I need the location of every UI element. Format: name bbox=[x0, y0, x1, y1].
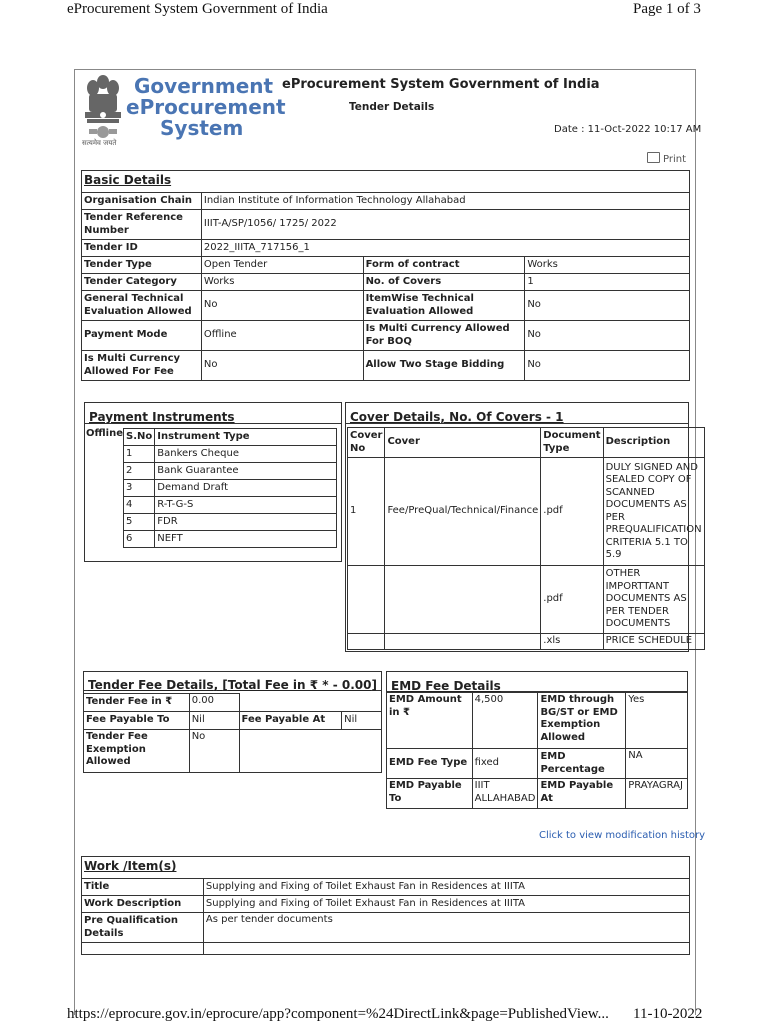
fee-value: 0.00 bbox=[189, 694, 239, 712]
tender-fee-section bbox=[83, 671, 382, 773]
instrument-table bbox=[123, 428, 337, 548]
fee-payable-to-value: Nil bbox=[189, 712, 239, 730]
multi-currency-fee-label: Is Multi Currency Allowed For Fee bbox=[82, 351, 202, 381]
ite-value: No bbox=[525, 291, 690, 321]
emd-fee-table bbox=[386, 692, 688, 809]
portal-logo-text bbox=[126, 76, 286, 139]
emd-bg-label: EMD through BG/ST or EMD Exemption Allowed bbox=[538, 693, 626, 749]
tender-fee-table bbox=[83, 693, 382, 773]
page-title: eProcurement System Government of India bbox=[282, 77, 600, 92]
covers-value: 1 bbox=[525, 274, 690, 291]
logo-line-3: System bbox=[160, 116, 244, 140]
description-header: Description bbox=[603, 428, 704, 458]
doc-description: PRICE SCHEDULE bbox=[603, 634, 704, 650]
fee-exemption-label: Tender Fee Exemption Allowed bbox=[84, 730, 190, 773]
fee-payable-at-label: Fee Payable At bbox=[239, 712, 342, 730]
instrument-type: NEFT bbox=[155, 531, 337, 548]
emd-percentage-value: NA bbox=[626, 749, 688, 779]
prequalification-value: As per tender documents bbox=[203, 913, 689, 943]
emd-type-value: fixed bbox=[472, 749, 538, 779]
gte-value: No bbox=[201, 291, 363, 321]
doc-type: .pdf bbox=[541, 458, 603, 566]
page-url: https://eprocure.gov.in/eprocure/app?component=%24DirectLink&page=PublishedView... bbox=[67, 1006, 609, 1022]
print-date: 11-10-2022 bbox=[633, 1006, 703, 1022]
doc-type: .pdf bbox=[541, 566, 603, 634]
ref-label: Tender Reference Number bbox=[82, 210, 202, 240]
tender-id-value: 2022_IIITA_717156_1 bbox=[201, 240, 689, 257]
prequalification-label: Pre Qualification Details bbox=[82, 913, 204, 943]
work-items-section bbox=[81, 856, 690, 955]
cover-header: Cover bbox=[385, 428, 541, 458]
ref-value: IIIT-A/SP/1056/ 1725/ 2022 bbox=[201, 210, 689, 240]
emd-percentage-label: EMD Percentage bbox=[538, 749, 626, 779]
sno-header: S.No bbox=[124, 429, 155, 446]
work-description-label: Work Description bbox=[82, 896, 204, 913]
work-items-title: Work /Item(s) bbox=[84, 859, 177, 874]
multi-currency-boq-value: No bbox=[525, 321, 690, 351]
emblem-motto: सत्यमेव जयते bbox=[82, 139, 117, 147]
page-number: Page 1 of 3 bbox=[633, 1, 701, 17]
logo-line-2: eProcurement bbox=[126, 95, 286, 119]
tender-fee-title: Tender Fee Details, [Total Fee in ₹ * - 0.00] bbox=[88, 678, 377, 692]
multi-currency-fee-value: No bbox=[201, 351, 363, 381]
cover-details-section bbox=[345, 402, 702, 652]
form-value: Works bbox=[525, 257, 690, 274]
payment-instruments-section bbox=[84, 402, 342, 562]
printer-icon bbox=[647, 152, 660, 163]
fee-payable-to-label: Fee Payable To bbox=[84, 712, 190, 730]
doc-type: .xls bbox=[541, 634, 603, 650]
org-label: Organisation Chain bbox=[82, 193, 202, 210]
tender-type-label: Tender Type bbox=[82, 257, 202, 274]
page-header-title: eProcurement System Government of India bbox=[67, 1, 328, 17]
instrument-sno: 3 bbox=[124, 480, 155, 497]
fee-payable-at-value: Nil bbox=[342, 712, 382, 730]
payment-instruments-title: Payment Instruments bbox=[89, 410, 235, 424]
instrument-type: FDR bbox=[155, 514, 337, 531]
doc-description: OTHER IMPORTTANT DOCUMENTS AS PER TENDER DOCUMENTS bbox=[603, 566, 704, 634]
payment-mode-label: Payment Mode bbox=[82, 321, 202, 351]
instrument-type-header: Instrument Type bbox=[155, 429, 337, 446]
basic-details-table bbox=[81, 170, 690, 381]
emd-fee-section bbox=[386, 671, 688, 811]
tender-id-label: Tender ID bbox=[82, 240, 202, 257]
instrument-type: R-T-G-S bbox=[155, 497, 337, 514]
fee-label: Tender Fee in ₹ bbox=[84, 694, 190, 712]
emd-payable-to-value: IIIT ALLAHABAD bbox=[472, 779, 538, 809]
instrument-type: Bank Guarantee bbox=[155, 463, 337, 480]
ite-label: ItemWise Technical Evaluation Allowed bbox=[363, 291, 525, 321]
work-title-value: Supplying and Fixing of Toilet Exhaust Fan in Residences at IIITA bbox=[203, 879, 689, 896]
emd-payable-at-value: PRAYAGRAJ bbox=[626, 779, 688, 809]
emd-amount-label: EMD Amount in ₹ bbox=[387, 693, 473, 749]
modification-history-link[interactable]: Click to view modification history bbox=[539, 830, 706, 841]
emd-amount-value: 4,500 bbox=[472, 693, 538, 749]
emd-fee-title: EMD Fee Details bbox=[391, 679, 501, 693]
tender-type-value: Open Tender bbox=[201, 257, 363, 274]
category-value: Works bbox=[201, 274, 363, 291]
instrument-type: Demand Draft bbox=[155, 480, 337, 497]
multi-currency-boq-label: Is Multi Currency Allowed For BOQ bbox=[363, 321, 525, 351]
two-stage-label: Allow Two Stage Bidding bbox=[363, 351, 525, 381]
logo-line-1: Government bbox=[134, 74, 274, 98]
category-label: Tender Category bbox=[82, 274, 202, 291]
emd-type-label: EMD Fee Type bbox=[387, 749, 473, 779]
instrument-sno: 1 bbox=[124, 446, 155, 463]
form-label: Form of contract bbox=[363, 257, 525, 274]
cover-no-header: Cover No bbox=[348, 428, 385, 458]
cover-name: Fee/PreQual/Technical/Finance bbox=[385, 458, 541, 566]
cover-details-title: Cover Details, No. Of Covers - 1 bbox=[350, 410, 564, 424]
report-date: Date : 11-Oct-2022 10:17 AM bbox=[554, 124, 702, 135]
doc-type-header: Document Type bbox=[541, 428, 603, 458]
basic-details-title: Basic Details bbox=[84, 173, 172, 188]
instrument-sno: 6 bbox=[124, 531, 155, 548]
print-label: Print bbox=[663, 154, 687, 165]
instrument-sno: 5 bbox=[124, 514, 155, 531]
emd-payable-at-label: EMD Payable At bbox=[538, 779, 626, 809]
work-title-label: Title bbox=[82, 879, 204, 896]
instrument-type: Bankers Cheque bbox=[155, 446, 337, 463]
cover-table bbox=[347, 427, 705, 650]
fee-exemption-value: No bbox=[189, 730, 239, 773]
work-items-table bbox=[81, 856, 690, 955]
org-value: Indian Institute of Information Technology Allahabad bbox=[201, 193, 689, 210]
work-description-value: Supplying and Fixing of Toilet Exhaust Fan in Residences at IIITA bbox=[203, 896, 689, 913]
print-button[interactable] bbox=[647, 152, 686, 165]
payment-mode-value: Offline bbox=[201, 321, 363, 351]
covers-label: No. of Covers bbox=[363, 274, 525, 291]
gte-label: General Technical Evaluation Allowed bbox=[82, 291, 202, 321]
instrument-sno: 2 bbox=[124, 463, 155, 480]
two-stage-value: No bbox=[525, 351, 690, 381]
payment-mode-label: Offline bbox=[86, 428, 123, 439]
cover-no: 1 bbox=[348, 458, 385, 566]
basic-details-section bbox=[81, 170, 690, 381]
page-subtitle: Tender Details bbox=[349, 101, 435, 113]
emd-bg-value: Yes bbox=[626, 693, 688, 749]
doc-description: DULY SIGNED AND SEALED COPY OF SCANNED DOCUMENTS AS PER PREQUALIFICATION CRITERIA 5.1 TO 5.9 bbox=[603, 458, 704, 566]
emd-payable-to-label: EMD Payable To bbox=[387, 779, 473, 809]
instrument-sno: 4 bbox=[124, 497, 155, 514]
